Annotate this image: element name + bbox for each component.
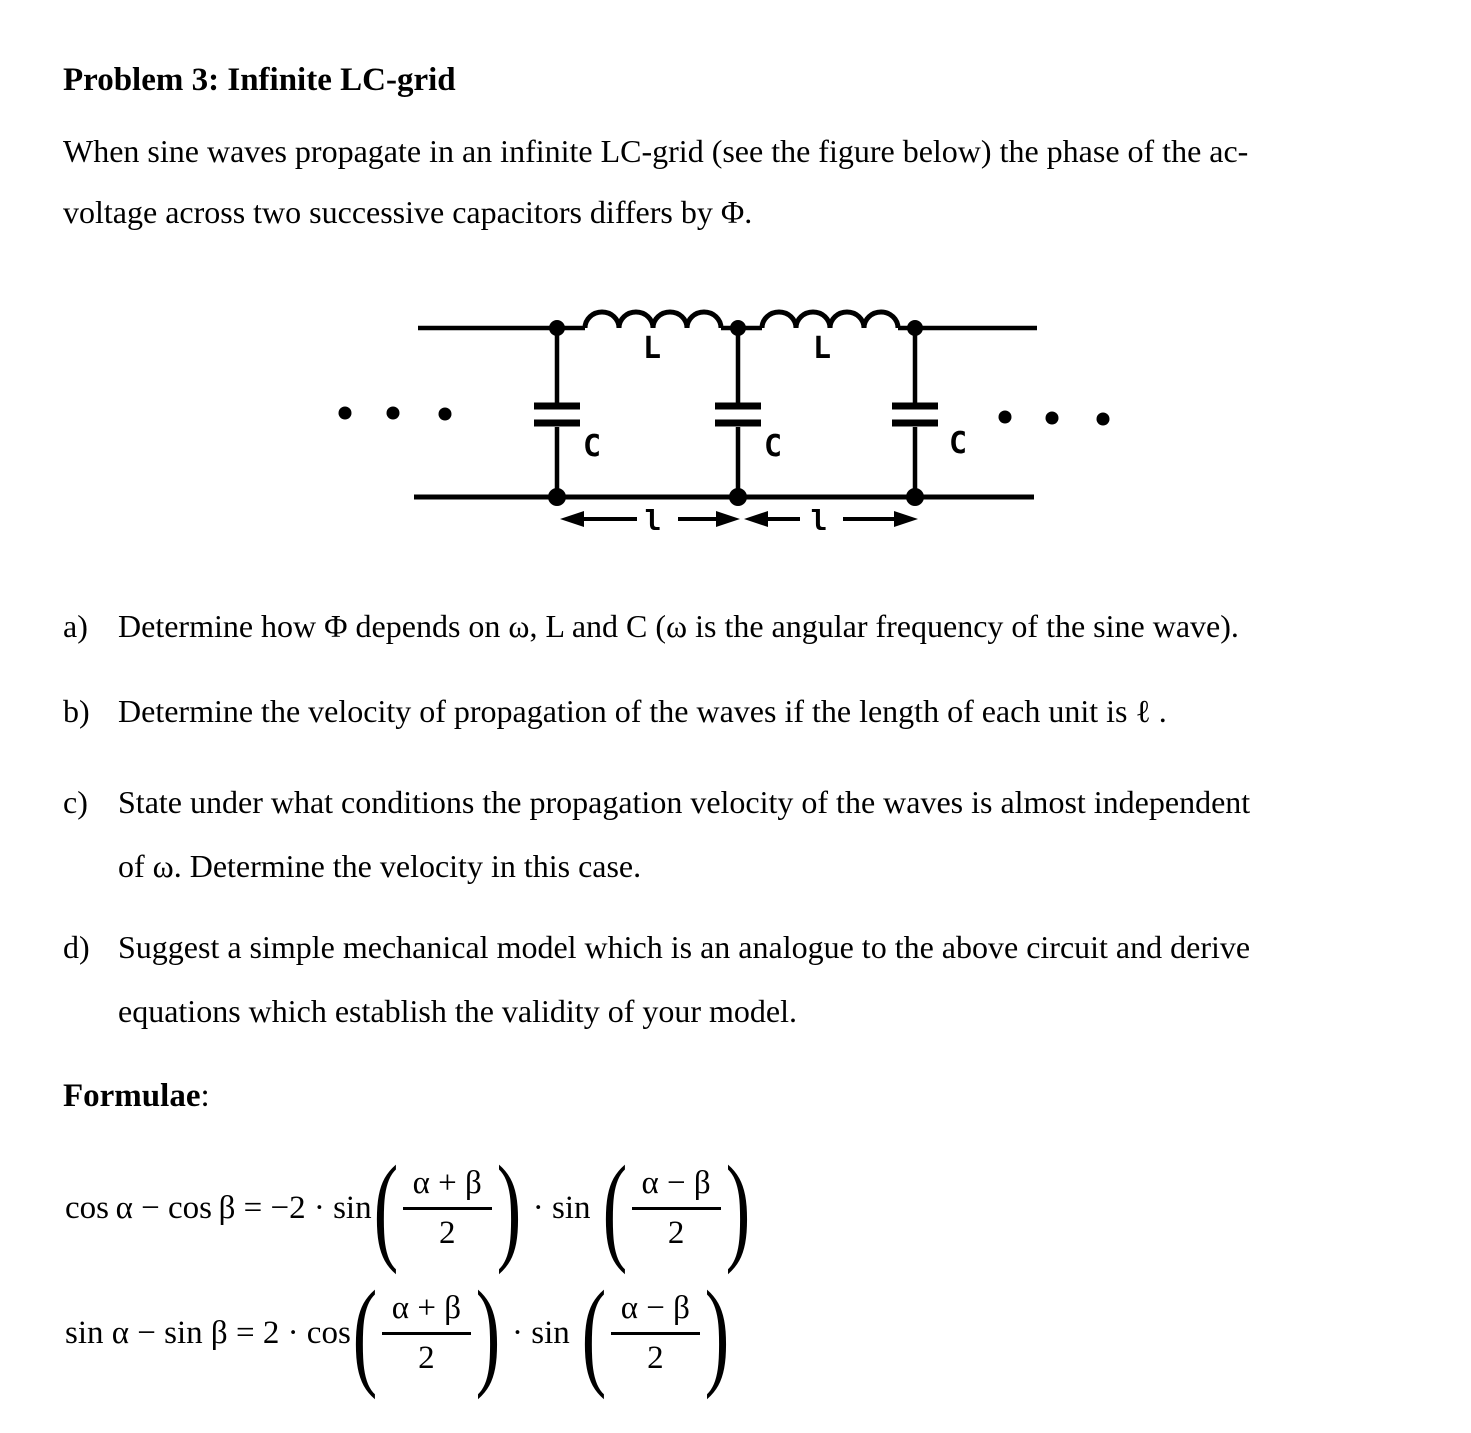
right-paren: ) [475,1264,501,1400]
formulae-heading [63,1078,210,1116]
task-item-c [63,784,1250,821]
task-item-d [63,929,1250,966]
fraction [611,1290,700,1376]
task-item-a [63,608,1239,645]
capacitor-3-label: C [948,426,968,461]
task-text-a: Determine how Φ depends on ω, L and C (ω is the angular frequency of the sine wave). [118,608,1239,644]
left-paren: ( [373,1139,398,1275]
right-paren: ) [704,1264,730,1400]
task-marker-c: c) [63,784,88,820]
formula-cosine-difference [65,1139,752,1275]
equation-1-operator: · sin [532,1189,591,1226]
capacitor-2-label: C [763,429,783,464]
task-marker-d: d) [63,929,90,965]
unit-length-dimension-1 [560,504,740,537]
capacitor-2 [715,328,782,497]
fraction-denominator: 2 [611,1332,700,1376]
fraction-numerator: α − β [641,1165,711,1202]
formulae-heading-word: Formulae [63,1078,201,1114]
task-text-c-line-1: State under what conditions the propagation velocity of the waves is almost independent [118,784,1251,820]
problem-title: Problem 3: Infinite LC-grid [63,62,456,98]
capacitor-1-label: C [582,429,602,464]
left-paren: ( [581,1264,607,1400]
intro-text-line-1: When sine waves propagate in an infinite LC-grid (see the figure below) the phase of the ac- [63,133,1249,169]
fraction-numerator: α + β [412,1165,482,1202]
task-text-b: Determine the velocity of propagation of the waves if the length of each unit is ℓ . [118,693,1167,729]
fraction [632,1165,721,1251]
capacitor-3 [892,328,967,497]
left-paren: ( [352,1264,378,1400]
fraction-numerator: α − β [620,1290,690,1327]
formulae-heading-colon: : [200,1078,210,1114]
lc-grid-circuit-figure [0,280,1471,560]
intro-text-line-2: voltage across two successive capacitors differs by Φ. [63,194,753,230]
fraction-numerator: α + β [391,1290,461,1327]
right-ellipsis-dots [999,411,1110,426]
left-ellipsis-dots [339,407,452,421]
equation-2-operator: · sin [511,1314,570,1351]
fraction [382,1290,471,1376]
formula-sine-difference [65,1264,731,1400]
task-marker-a: a) [63,608,88,644]
task-marker-b: b) [63,693,90,729]
unit-length-label-1: l [644,504,662,537]
right-paren: ) [496,1139,522,1275]
fraction-denominator: 2 [382,1332,471,1376]
inductor-1-label: L [642,331,662,366]
equation-2-lhs: sin α − sin β = 2 · cos [65,1314,351,1351]
left-paren: ( [602,1139,627,1275]
inductor-2 [762,312,898,366]
fraction-denominator: 2 [632,1207,721,1251]
unit-length-label-2: l [810,504,828,537]
right-paren: ) [725,1139,751,1275]
inductor-2-label: L [812,331,832,366]
inductor-1 [585,312,721,366]
capacitor-1 [534,328,601,497]
task-text-d-line-2: equations which establish the validity of your model. [118,993,797,1029]
task-item-b [63,693,1167,730]
equation-1-lhs: cos α − cos β = −2 · sin [65,1189,372,1226]
fraction [403,1165,492,1251]
unit-length-dimension-2 [744,504,918,537]
task-text-c-line-2: of ω. Determine the velocity in this case. [118,848,642,884]
task-text-d-line-1: Suggest a simple mechanical model which is an analogue to the above circuit and derive [118,929,1251,965]
fraction-denominator: 2 [403,1207,492,1251]
